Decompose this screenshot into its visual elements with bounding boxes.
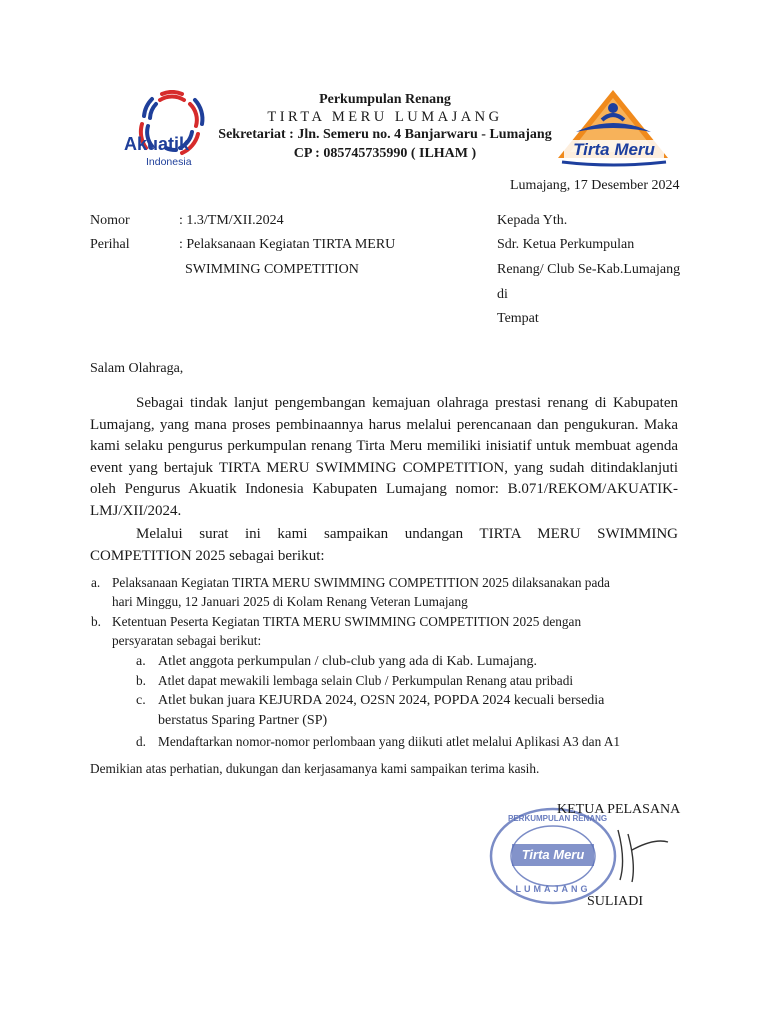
tirta-meru-logo-name: Tirta Meru — [573, 140, 655, 159]
recipient-line2: Sdr. Ketua Perkumpulan — [497, 237, 635, 252]
stamp-bottom-text: LUMAJANG — [515, 884, 591, 894]
perihal-label: Perihal — [90, 237, 130, 252]
paragraph-2: Melalui surat ini kami sampaikan undangan TIRTA MERU SWIMMING COMPETITION 2025 sebagai berikut: — [90, 526, 678, 564]
paragraph-1: Sebagai tindak lanjut pengembangan kemajuan olahraga prestasi renang di Kabupaten Lumajang, yang mana proses pembinaannya harus melalui perencanaan dan pengukuran. Maka kami selaku pengurus perkumpulan renang Tirta Meru memiliki inisiatif untuk membuat agenda event yang bertajuk TIRTA MERU SWIMMING COMPETITION, yang sudah ditindaklanjuti oleh Pengurus Akuatik Indonesia Kabupaten Lumajang nomor: B.071/REKOM/AKUATIK-LMJ/XII/2024. — [90, 395, 678, 519]
sublist-c-line1: Atlet bukan juara KEJURDA 2024, O2SN 2024, POPDA 2024 kecuali bersedia — [158, 693, 605, 708]
perihal-line2: SWIMMING COMPETITION — [185, 262, 359, 277]
list-b-line2: persyaratan sebagai berikut: — [112, 633, 262, 648]
recipient-line4: di — [497, 287, 508, 302]
sublist-a-line1: Atlet anggota perkumpulan / club-club yang ada di Kab. Lumajang. — [158, 654, 538, 669]
perihal-line1: : Pelaksanaan Kegiatan TIRTA MERU — [179, 237, 396, 252]
list-a-marker: a. — [91, 575, 101, 590]
sublist-a-marker: a. — [136, 654, 146, 669]
letterhead-club: TIRTA MERU LUMAJANG — [267, 109, 503, 125]
list-a-line2: hari Minggu, 12 Januari 2025 di Kolam Renang Veteran Lumajang — [112, 594, 468, 609]
sublist-d-line1: Mendaftarkan nomor-nomor perlombaan yang diikuti atlet melalui Aplikasi A3 dan A1 — [158, 734, 621, 749]
list-b-marker: b. — [91, 614, 101, 629]
stamp-top-text: PERKUMPULAN RENANG — [508, 814, 608, 823]
greeting: Salam Olahraga, — [90, 361, 184, 376]
list-b-line1: Ketentuan Peserta Kegiatan TIRTA MERU SWIMMING COMPETITION 2025 dengan — [112, 614, 582, 629]
akuatik-logo-sub: Indonesia — [146, 156, 192, 168]
signer-name: SULIADI — [587, 894, 643, 909]
sublist-c-line2: berstatus Sparing Partner (SP) — [158, 713, 328, 728]
signature-scribble-icon — [598, 820, 678, 890]
sublist-b-marker: b. — [136, 673, 146, 688]
sublist-b-line1: Atlet dapat mewakili lembaga selain Club / Perkumpulan Renang atau pribadi — [158, 673, 574, 688]
sublist-d-marker: d. — [136, 734, 146, 749]
list-a-line1: Pelaksanaan Kegiatan TIRTA MERU SWIMMING COMPETITION 2025 dilaksanakan pada — [112, 575, 610, 590]
signer-title: KETUA PELASANA — [557, 802, 681, 817]
letter-date: Lumajang, 17 Desember 2024 — [510, 178, 680, 193]
recipient-line3: Renang/ Club Se-Kab.Lumajang — [497, 262, 681, 277]
closing-sentence: Demikian atas perhatian, dukungan dan kerjasamanya kami sampaikan terima kasih. — [90, 761, 540, 776]
akuatik-logo-name: Akuatik — [124, 134, 190, 154]
letterhead-org: Perkumpulan Renang — [319, 92, 451, 107]
recipient-line1: Kepada Yth. — [497, 213, 568, 228]
sublist-c-marker: c. — [136, 693, 146, 708]
letterhead-contact: CP : 085745735990 ( ILHAM ) — [293, 146, 477, 161]
nomor-value: : 1.3/TM/XII.2024 — [179, 213, 284, 228]
tirta-meru-logo — [556, 88, 671, 168]
nomor-label: Nomor — [90, 213, 130, 228]
akuatik-logo — [124, 90, 212, 170]
letterhead-secretariat: Sekretariat : Jln. Semeru no. 4 Banjarwaru - Lumajang — [218, 127, 552, 142]
stamp-center-text: Tirta Meru — [521, 847, 585, 862]
recipient-line5: Tempat — [497, 311, 539, 326]
